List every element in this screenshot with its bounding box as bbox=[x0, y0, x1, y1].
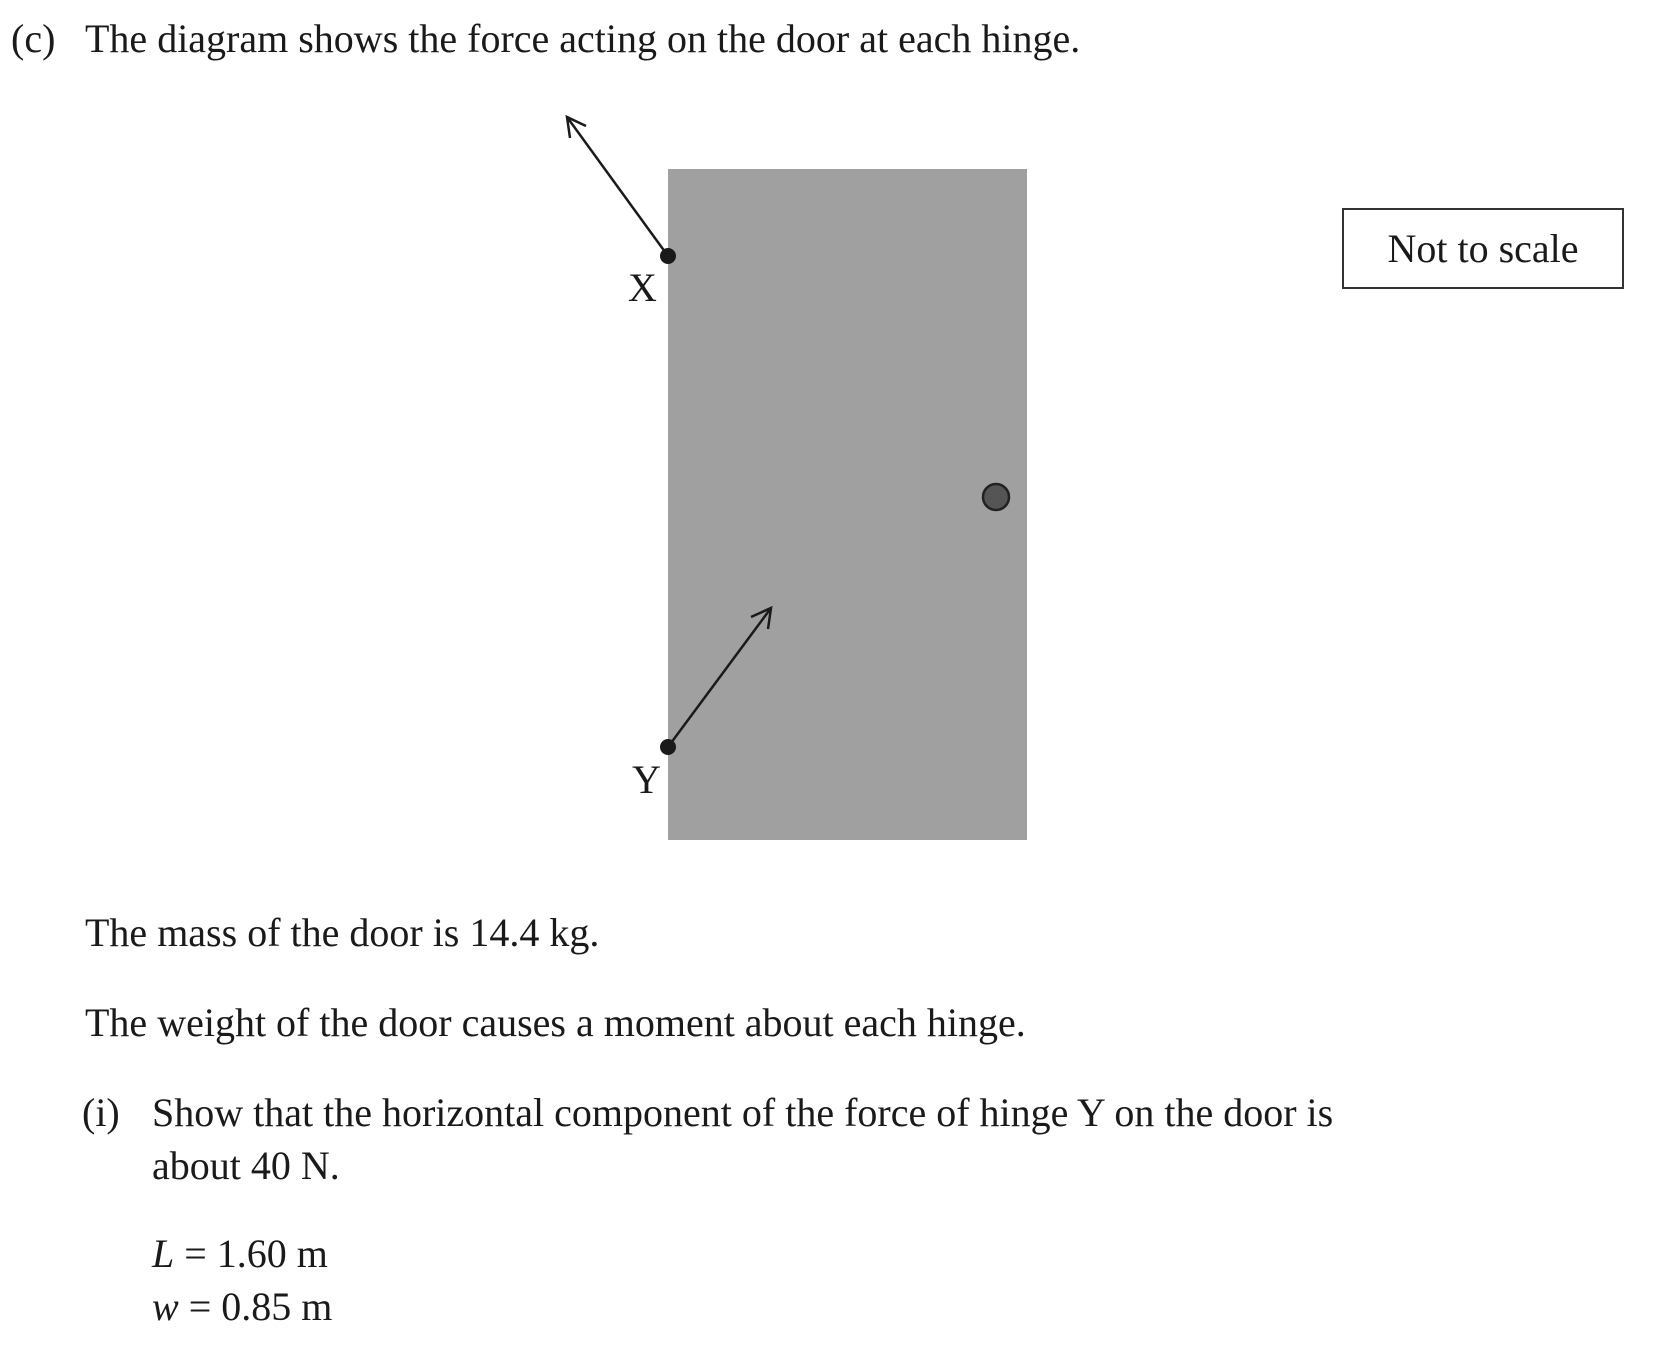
given-length bbox=[152, 1230, 328, 1278]
not-to-scale-box bbox=[1342, 208, 1624, 289]
not-to-scale-text: Not to scale bbox=[1387, 226, 1579, 271]
moment-statement: The weight of the door causes a moment about each hinge. bbox=[85, 1000, 1026, 1045]
subpart-line-1: Show that the horizontal component of the force of hinge Y on the door is bbox=[152, 1090, 1334, 1135]
hinge-x-label: X bbox=[628, 265, 657, 310]
hinge-y-dot bbox=[660, 739, 676, 755]
mass-statement: The mass of the door is 14.4 kg. bbox=[85, 910, 600, 955]
door-knob bbox=[983, 484, 1009, 510]
hinge-x-dot bbox=[660, 248, 676, 264]
force-arrow-x bbox=[567, 117, 668, 256]
subpart-label: (i) bbox=[82, 1090, 120, 1135]
door bbox=[668, 169, 1027, 840]
width-symbol: w bbox=[152, 1284, 179, 1329]
question-intro: The diagram shows the force acting on the door at each hinge. bbox=[85, 16, 1081, 61]
subpart-line-2: about 40 N. bbox=[152, 1143, 340, 1188]
width-value: = 0.85 m bbox=[188, 1284, 333, 1329]
part-label: (c) bbox=[11, 16, 56, 61]
hinge-y-label: Y bbox=[632, 757, 661, 802]
length-symbol: L bbox=[152, 1231, 175, 1276]
given-width bbox=[152, 1283, 332, 1331]
length-value: = 1.60 m bbox=[184, 1231, 328, 1276]
